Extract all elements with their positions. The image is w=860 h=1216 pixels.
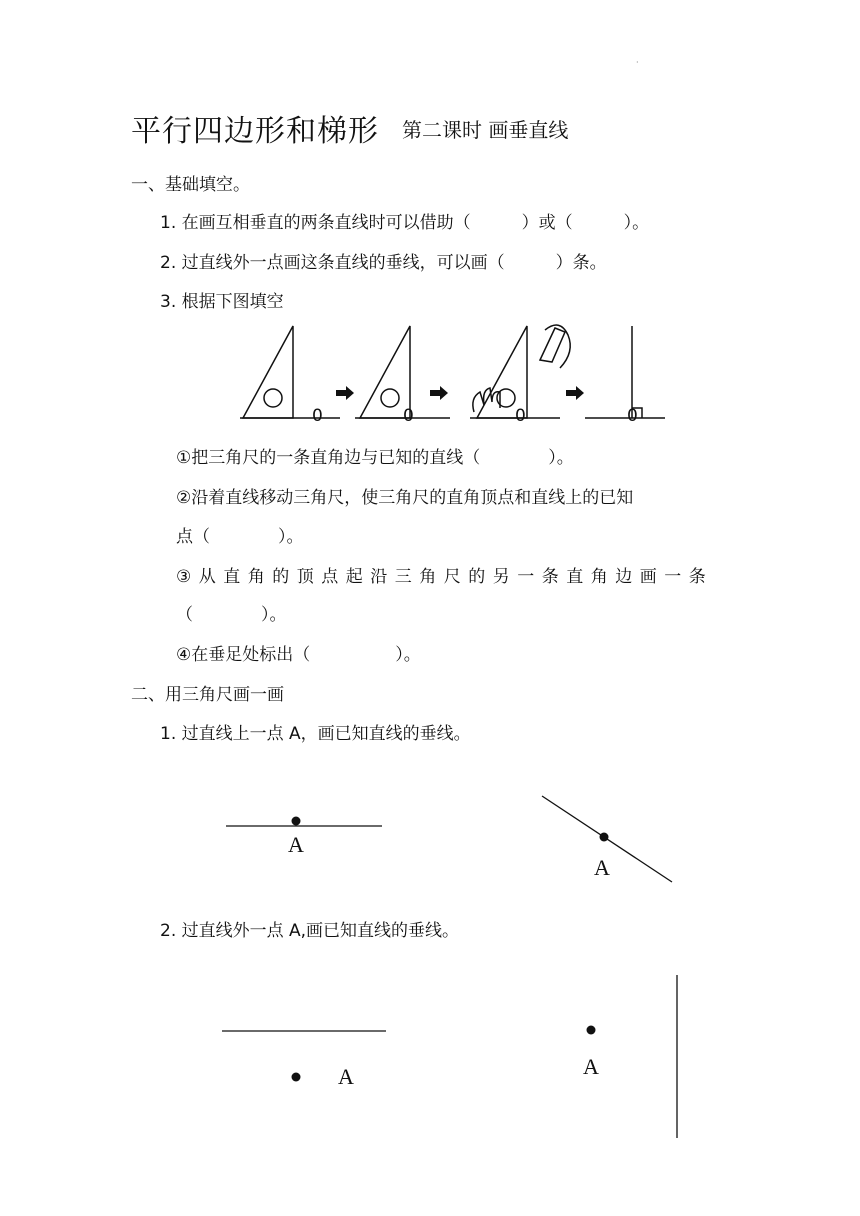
point-label-a-1: A (288, 832, 304, 857)
question-1-3: 3. 根据下图填空 (160, 292, 284, 312)
page-subtitle: 第二课时 画垂直线 (402, 118, 569, 142)
fig-label-3: 0 (515, 406, 526, 426)
section1-heading: 一、基础填空。 (131, 175, 250, 195)
step-3-line-1: ③从直角的顶点起沿三角尺的另一条直角边画一条 (176, 567, 714, 587)
point-label-a-2: A (594, 855, 610, 880)
section2-heading: 二、用三角尺画一画 (131, 685, 284, 705)
fig-label-4: 0 (627, 406, 638, 426)
step-4: ④在垂足处标出（ ）。 (176, 645, 421, 665)
point-label-a-3: A (338, 1064, 354, 1089)
step-2-line-2: 点（ ）。 (176, 527, 304, 547)
question-2-2: 2. 过直线外一点 A,画已知直线的垂线。 (160, 921, 460, 941)
point-a-3 (292, 1073, 301, 1082)
step-2-line-1: ②沿着直线移动三角尺，使三角尺的直角顶点和直线上的已知 (176, 488, 634, 508)
fig-label-1: 0 (312, 406, 323, 426)
page-title: 平行四边形和梯形 (131, 114, 379, 149)
point-a-2 (600, 833, 609, 842)
point-label-a-4: A (583, 1054, 599, 1079)
step-3-line-2: （ ）。 (176, 605, 287, 625)
point-a-1 (292, 817, 301, 826)
fig-label-2: 0 (403, 406, 414, 426)
scan-dot: · (636, 58, 639, 67)
point-a-4 (587, 1026, 596, 1035)
question-1-1: 1. 在画互相垂直的两条直线时可以借助（ ）或（ ）。 (160, 213, 650, 233)
question-1-2: 2. 过直线外一点画这条直线的垂线，可以画（ ）条。 (160, 253, 607, 273)
question-2-1: 1. 过直线上一点 A，画已知直线的垂线。 (160, 724, 471, 744)
step-1: ①把三角尺的一条直角边与已知的直线（ ）。 (176, 448, 574, 468)
